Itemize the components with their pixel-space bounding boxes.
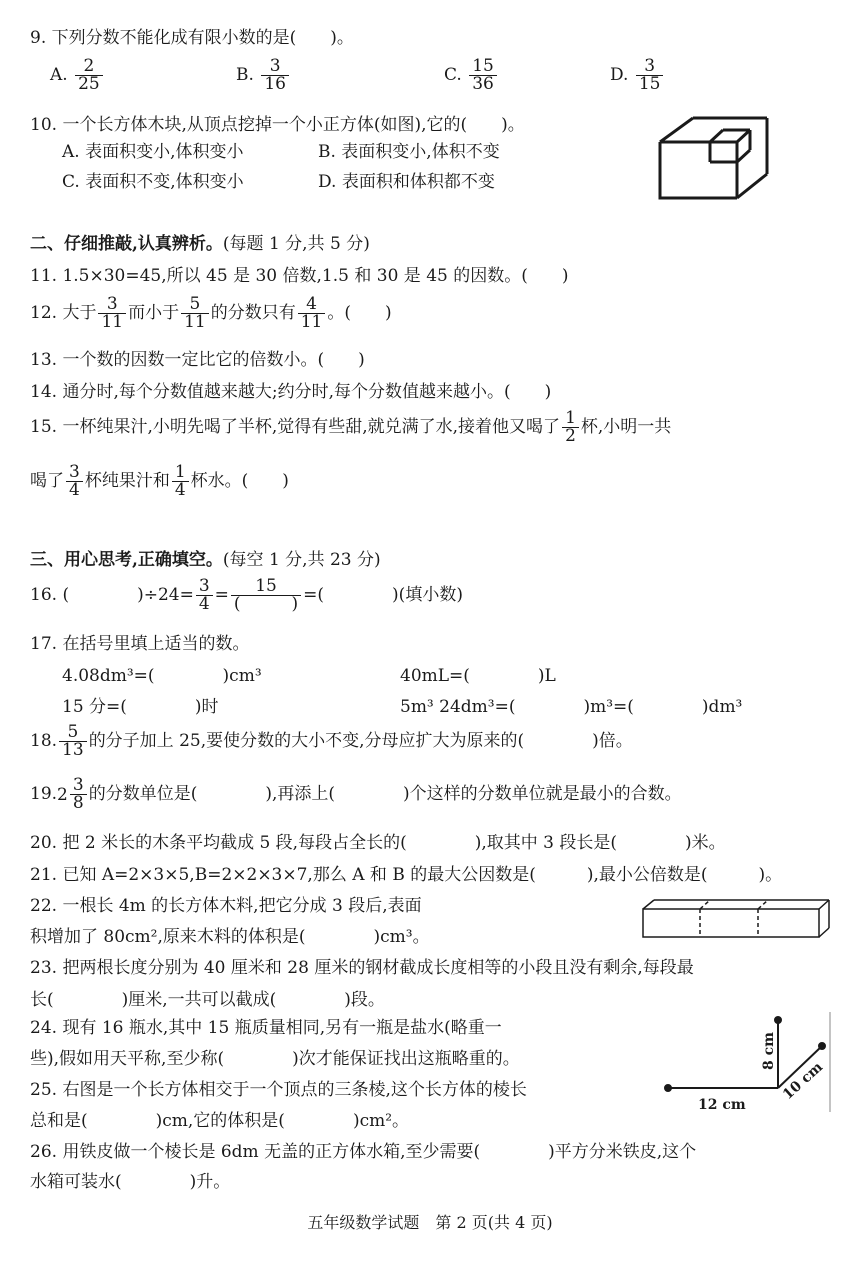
q10-stem: 10. 一个长方体木块,从顶点挖掉一个小正方体(如图),它的( )。: [30, 115, 525, 135]
q22-line1: 22. 一根长 4m 的长方体木料,把它分成 3 段后,表面: [30, 896, 422, 916]
q18: 18. $\frac{5}{13}$ 的分子加上 25,要使分数的大小不变,分母应扩大为原来的( )倍。: [30, 722, 633, 760]
label-height: 8 cm: [761, 1032, 777, 1070]
page-footer: 五年级数学试题 第 2 页(共 4 页): [307, 1213, 553, 1232]
q17-a: 4.08dm³=( )cm³: [62, 666, 262, 686]
q17-stem: 17. 在括号里填上适当的数。: [30, 634, 250, 654]
label-length: 12 cm: [698, 1097, 746, 1113]
q15-line1: 15. 一杯纯果汁,小明先喝了半杯,觉得有些甜,就兑满了水,接着他又喝了 $\frac{1}{2}$ 杯,小明一共: [30, 408, 672, 446]
q11: 11. 1.5×30=45,所以 45 是 30 倍数,1.5 和 30 是 45 的因数。( ): [30, 266, 569, 286]
label-width: 10 cm: [779, 1059, 827, 1103]
q23-line1: 23. 把两根长度分别为 40 厘米和 28 厘米的钢材截成长度相等的小段且没有剩余,每段最: [30, 958, 694, 978]
q10-option-d: D. 表面积和体积都不变: [318, 172, 495, 192]
q9-option-a: A. $\frac{2}{25}$: [50, 58, 105, 93]
q9-option-d: D. $\frac{3}{15}$: [610, 58, 665, 93]
q23-line2: 长( )厘米,一共可以截成( )段。: [30, 990, 385, 1010]
q13: 13. 一个数的因数一定比它的倍数小。( ): [30, 350, 365, 370]
q22-line2: 积增加了 80cm²,原来木料的体积是( )cm³。: [30, 927, 430, 947]
q17-d: 5m³ 24dm³=( )m³=( )dm³: [400, 697, 743, 717]
q24-line2: 些),假如用天平称,至少称( )次才能保证找出这瓶略重的。: [30, 1049, 520, 1069]
q14: 14. 通分时,每个分数值越来越大;约分时,每个分数值越来越小。( ): [30, 382, 552, 402]
section-3-title: 三、用心思考,正确填空。(每空 1 分,共 23 分): [30, 550, 381, 570]
q9-stem: 9. 下列分数不能化成有限小数的是( )。: [30, 28, 354, 48]
edge-lengths-figure: [660, 1012, 835, 1116]
cuboid-cut-figure: [655, 112, 775, 202]
q25-line2: 总和是( )cm,它的体积是( )cm²。: [30, 1111, 410, 1131]
q9-option-b: B. $\frac{3}{16}$: [236, 58, 291, 93]
q26-line1: 26. 用铁皮做一个棱长是 6dm 无盖的正方体水箱,至少需要( )平方分米铁皮,这个: [30, 1142, 697, 1162]
q12: 12. 大于 $\frac{3}{11}$ 而小于 $\frac{5}{11}$ 的分数只有 $\frac{4}{11}$ 。( ): [30, 294, 392, 332]
q17-b: 40mL=( )L: [400, 666, 556, 686]
q15-line2: 喝了 $\frac{3}{4}$ 杯纯果汁和 $\frac{1}{4}$ 杯水。( ): [30, 462, 289, 500]
q10-option-c: C. 表面积不变,体积变小: [62, 172, 244, 192]
q24-line1: 24. 现有 16 瓶水,其中 15 瓶质量相同,另有一瓶是盐水(略重一: [30, 1018, 502, 1038]
q26-line2: 水箱可装水( )升。: [30, 1172, 231, 1192]
q25-line1: 25. 右图是一个长方体相交于一个顶点的三条棱,这个长方体的棱长: [30, 1080, 527, 1100]
section-2-title: 二、仔细推敲,认真辨析。(每题 1 分,共 5 分): [30, 234, 370, 254]
q16: 16. ( )÷24= $\frac{3}{4}$ = $\frac{15}{( )}$ =( )(填小数): [30, 576, 463, 614]
q21: 21. 已知 A=2×3×5,B=2×2×3×7,那么 A 和 B 的最大公因数是( ),最小公倍数是( )。: [30, 865, 783, 885]
q10-option-a: A. 表面积变小,体积变小: [62, 142, 244, 162]
timber-figure: [640, 897, 832, 941]
q9-option-c: C. $\frac{15}{36}$: [444, 58, 499, 93]
q19: 19.2 $\frac{3}{8}$ 的分数单位是( ),再添上( )个这样的分数单位就是最小的合数。: [30, 775, 682, 813]
q20: 20. 把 2 米长的木条平均截成 5 段,每段占全长的( ),取其中 3 段长是( )米。: [30, 833, 726, 853]
q10-option-b: B. 表面积变小,体积不变: [318, 142, 500, 162]
q17-c: 15 分=( )时: [62, 697, 219, 717]
